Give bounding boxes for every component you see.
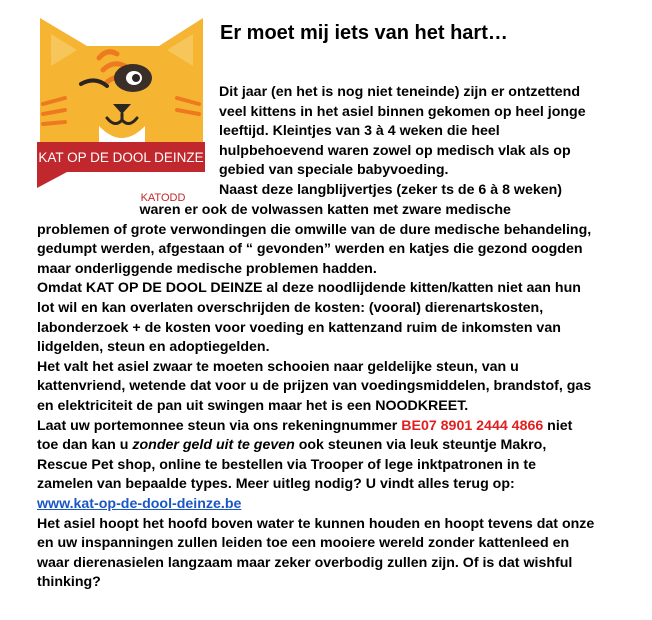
text-line: Naast deze langblijvertjes (zeker ts de 6 à 8 weken) xyxy=(219,181,563,198)
text-line: veel kittens in het asiel binnen gekomen op heel jonge xyxy=(219,103,586,120)
main-text xyxy=(37,201,643,593)
text-line: Rescue Pet shop, online te bestellen via Trooper of lege inktpatronen in te xyxy=(37,456,537,473)
text-line: en uw inspanningen zullen leiden toe een mooiere wereld zonder kattenleed en xyxy=(37,535,570,552)
logo-subtext: KATODD xyxy=(140,192,186,204)
text-line: gedumpt werden, afgestaan of “ gevonden” werden en katjes die gezond oogden xyxy=(37,241,583,258)
text-line: thinking? xyxy=(37,574,101,591)
text-line: waar dierenasielen langzaam maar zeker overbodig zullen zijn. Of is dat wishful xyxy=(37,554,573,571)
bank-account-number: BE07 8901 2444 4866 xyxy=(401,417,544,434)
text-line: en elektriciteit de pan uit swingen maar het is een NOODKREET. xyxy=(37,397,469,414)
cat-pupil xyxy=(132,74,140,82)
text-line: Omdat KAT OP DE DOOL DEINZE al deze noodlijdende kitten/katten niet aan hun xyxy=(37,280,581,297)
text-line: labonderzoek + de kosten voor voeding en kattenzand ruim de inkomsten van xyxy=(37,319,561,336)
support-italic: zonder geld uit te geven xyxy=(132,437,295,454)
website-link[interactable]: www.kat-op-de-dool-deinze.be xyxy=(37,495,242,512)
intro-paragraph xyxy=(219,83,639,201)
kat-op-de-dool-logo xyxy=(37,18,205,216)
text-line: gebied van speciale babyvoeding. xyxy=(219,162,449,179)
text-line: Dit jaar (en het is nog niet teneinde) zijn er ontzettend xyxy=(219,84,581,100)
support-text-after: ook steunen via leuk steuntje Makro, xyxy=(294,437,547,454)
text-line: waren er ook de volwassen katten met zware medische xyxy=(37,202,511,218)
bank-text-after: niet xyxy=(543,417,573,434)
bank-line xyxy=(37,417,643,437)
logo-name: KAT OP DE DOOL DEINZE xyxy=(38,150,204,165)
text-line: zamelen van bepaalde types. Meer uitleg nodig? U vindt alles terug op: xyxy=(37,476,515,493)
text-line: lot wil en kan overlaten overschrijden de kosten: (vooral) dierenartskosten, xyxy=(37,299,544,316)
text-line: maar onderliggende medische problemen hadden. xyxy=(37,260,377,277)
page-title: Er moet mij iets van het hart… xyxy=(220,22,508,44)
text-line: Het valt het asiel zwaar te moeten schooien naar geldelijke steun, van u xyxy=(37,358,519,375)
text-line: problemen of grote verwondingen die omwille van de dure medische behandeling, xyxy=(37,221,592,238)
bank-text: Laat uw portemonnee steun via ons rekeningnummer xyxy=(37,417,402,434)
text-line: hulpbehoevend waren zowel op medisch vlak als op xyxy=(219,142,571,159)
banner-tail xyxy=(37,172,67,188)
text-line: kattenvriend, wetende dat voor u de prijzen van voedingsmiddelen, brandstof, gas xyxy=(37,378,592,395)
support-line xyxy=(37,436,643,456)
text-line: lidgelden, steun en adoptiegelden. xyxy=(37,339,270,356)
text-line: Het asiel hoopt het hoofd boven water te kunnen houden en hoopt tevens dat onze xyxy=(37,515,595,532)
support-text: toe dan kan u xyxy=(37,437,133,454)
text-line: leeftijd. Kleintjes van 3 à 4 weken die heel xyxy=(219,123,500,140)
